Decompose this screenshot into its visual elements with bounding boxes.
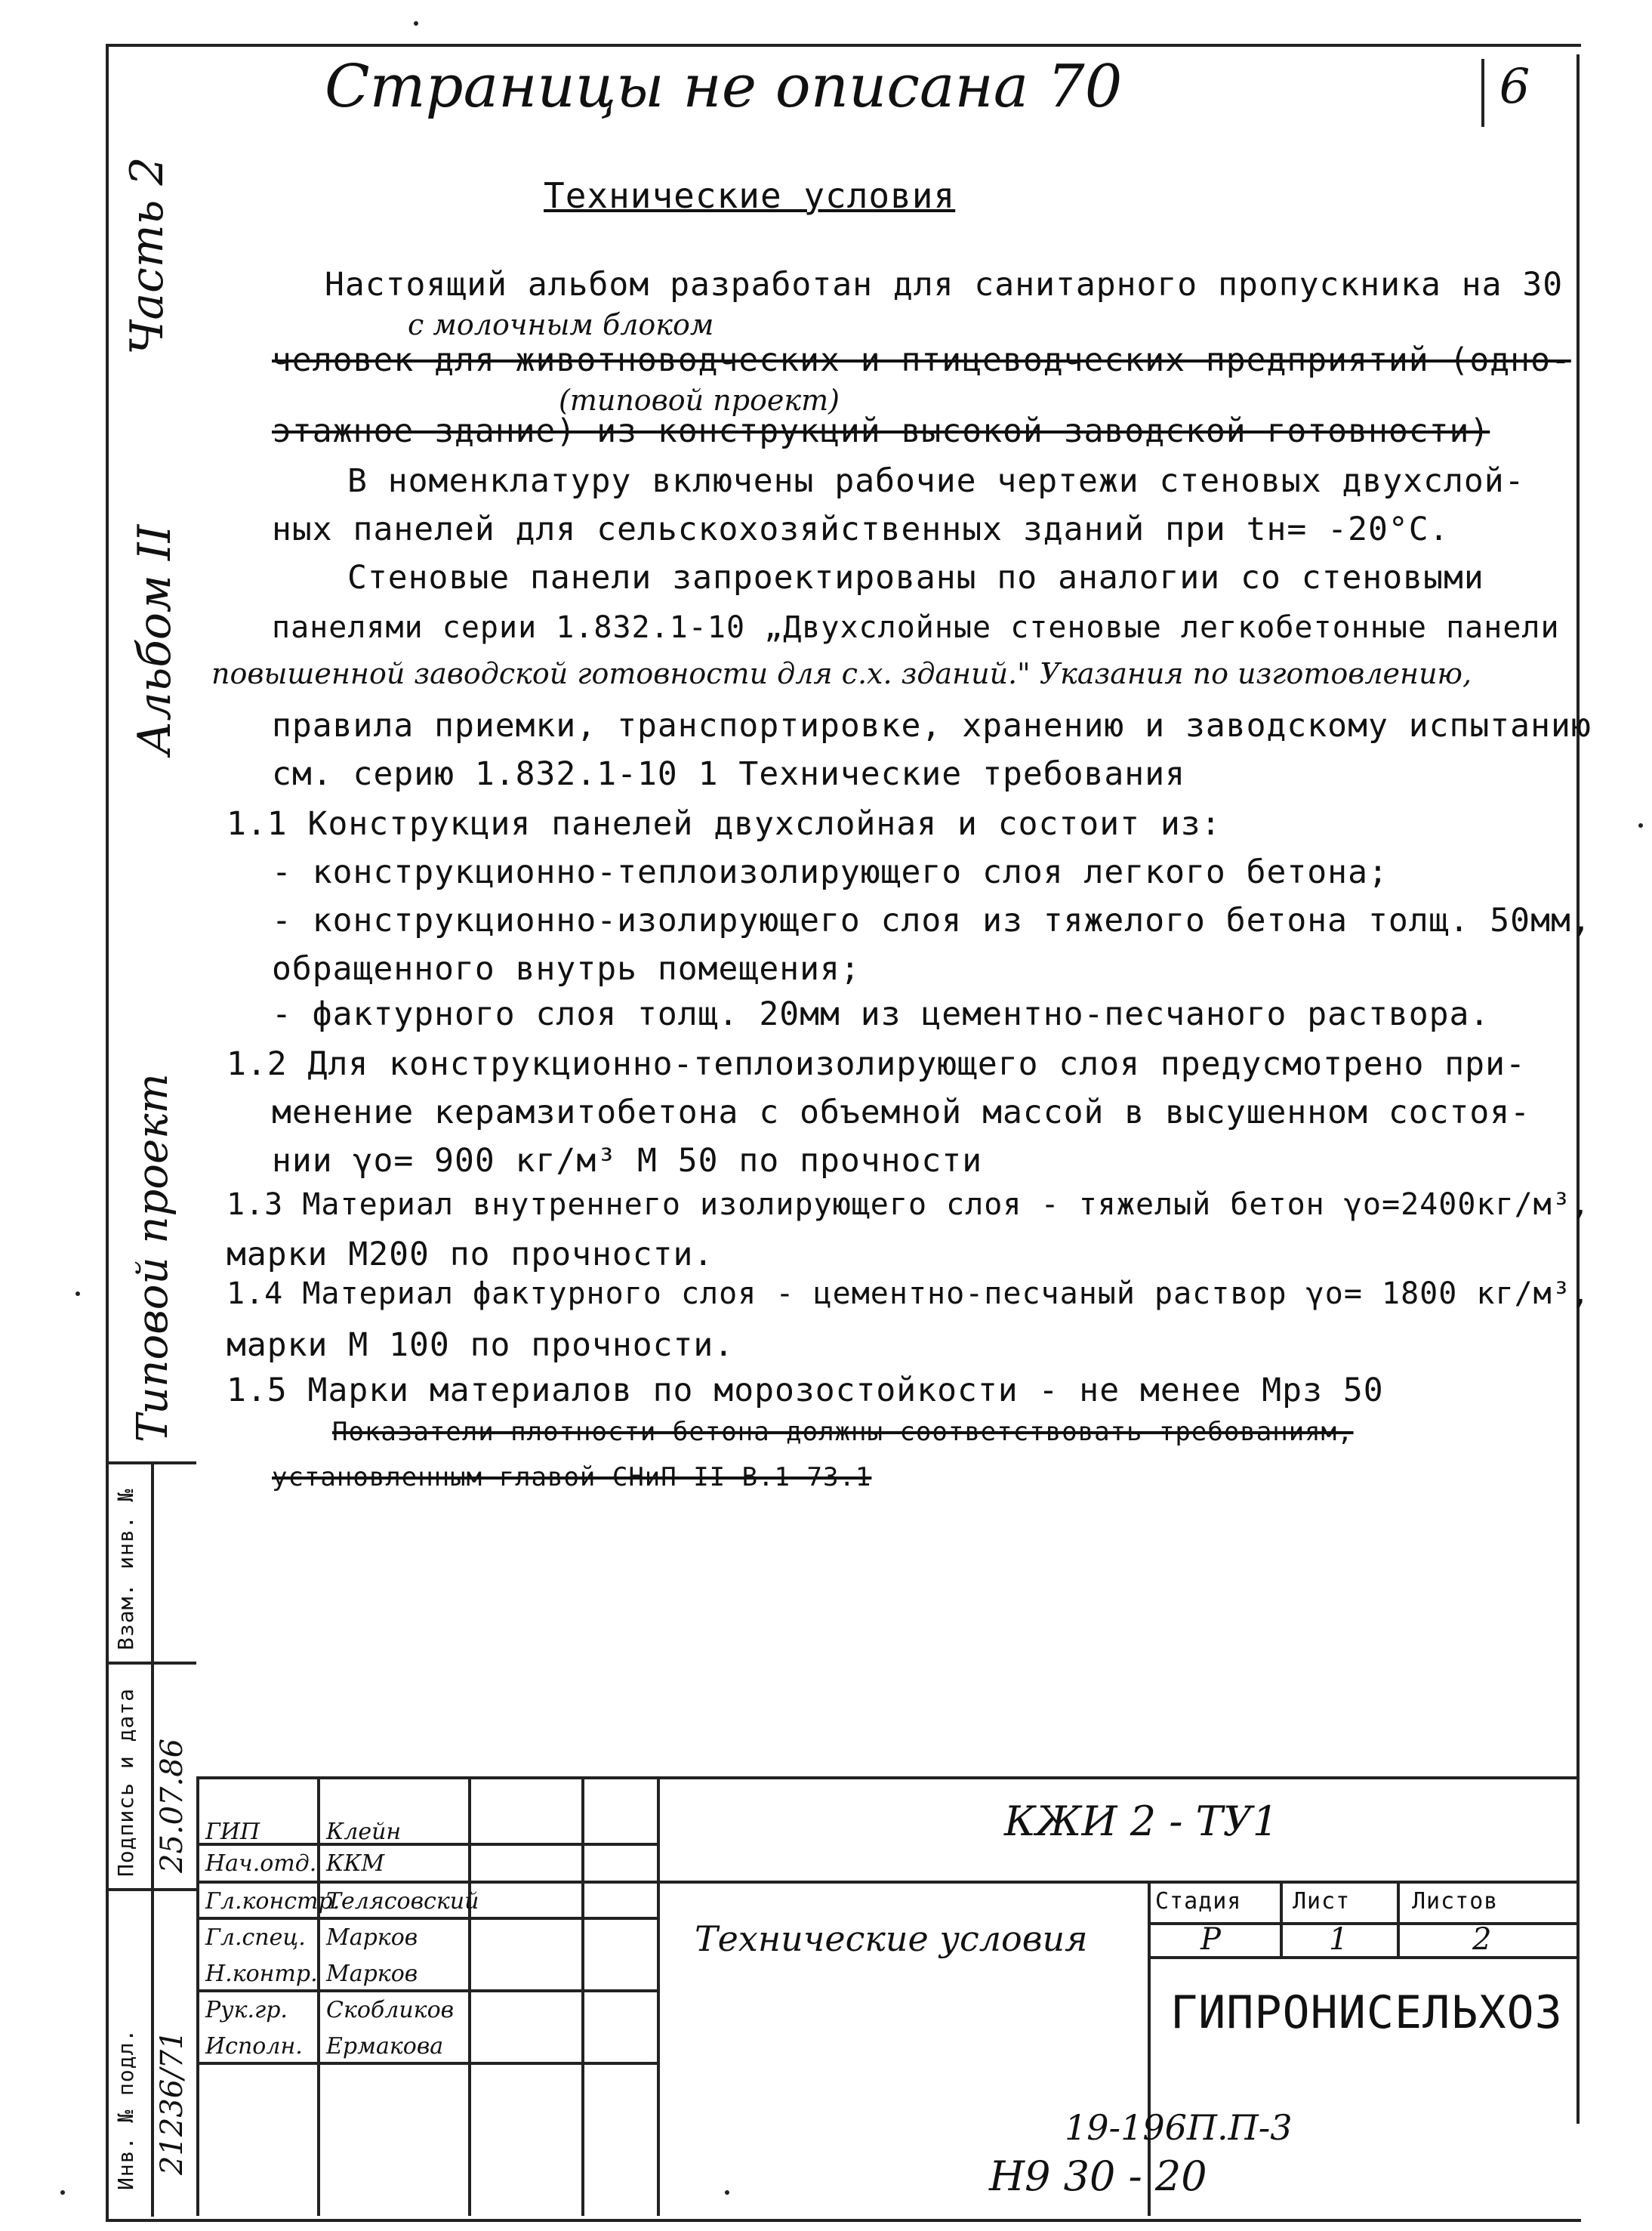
title-block-line <box>196 1989 657 1992</box>
title-block-line <box>657 1776 660 2216</box>
scan-speck <box>76 1291 80 1296</box>
title-block-line <box>196 1843 657 1846</box>
stamp-sign-date: Подпись и дата <box>113 1687 138 1877</box>
body-line-3: этажное здание) из конструкций высокой заводской готовности) <box>272 412 1490 450</box>
body-line-1: Настоящий альбом разработан для санитарного пропускника на 30 <box>325 266 1564 304</box>
tb-role-5: Н.контр. <box>205 1961 318 1987</box>
title-block-line <box>196 1881 1576 1884</box>
tb-role-4: Гл.спец. <box>205 1924 306 1951</box>
body-line-15: - фактурного слоя толщ. 20мм из цементно-песчаного раствора. <box>272 995 1490 1033</box>
body-line-21: 1.4 Материал фактурного слоя - цементно-песчаный раствор γо= 1800 кг/м³, <box>227 1276 1590 1311</box>
side-label-part: Часть 2 <box>121 156 174 355</box>
body-line-7: панелями серии 1.832.1-10 „Двухслойные стеновые легкобетонные панели <box>272 610 1560 645</box>
page-title: Технические условия <box>544 175 956 216</box>
stamp-inv-value: 21236/71 <box>155 2030 190 2175</box>
body-insert-2: (типовой проект) <box>559 384 840 417</box>
footer-code: 19-196П.П-3 <box>1065 2107 1293 2148</box>
stamp-replace-inv: Взам. инв. № <box>113 1488 138 1650</box>
sheet-label: Лист <box>1293 1888 1351 1915</box>
tb-name-2: ККМ <box>326 1850 385 1877</box>
side-label-project: Типовой проект <box>128 1073 177 1443</box>
stamp-sign-value: 25.07.86 <box>155 1738 190 1873</box>
body-line-10: см. серию 1.832.1-10 1 Технические требования <box>272 755 1185 793</box>
stage-label: Стадия <box>1155 1888 1242 1915</box>
tb-role-6: Рук.гр. <box>205 1997 288 2023</box>
sheet-value: 1 <box>1329 1922 1348 1957</box>
drawing-frame-right <box>1576 54 1580 2124</box>
body-line-24: Показатели плотности бетона должны соответствовать требованиям, <box>332 1417 1354 1447</box>
body-line-9: правила приемки, транспортировке, хранению и заводскому испытанию <box>272 707 1592 745</box>
body-line-5: ных панелей для сельскохозяйственных зданий при tн= -20°С. <box>272 511 1450 548</box>
scan-speck <box>725 2190 729 2195</box>
body-line-2: человек для животноводческих и птицеводческих предприятий (одно- <box>272 341 1571 379</box>
body-line-20: марки М200 по прочности. <box>227 1236 714 1273</box>
body-line-6: Стеновые панели запроектированы по аналогии со стеновыми <box>347 559 1484 597</box>
sheets-label: Листов <box>1412 1888 1499 1915</box>
tb-role-7: Исполн. <box>205 2033 303 2060</box>
tb-name-3: Телясовский <box>326 1888 479 1915</box>
tb-role-1: ГИП <box>205 1819 260 1845</box>
body-line-11: 1.1 Конструкция панелей двухслойная и состоит из: <box>227 805 1222 843</box>
tb-name-6: Скобликов <box>326 1997 455 2023</box>
body-line-8: повышенной заводской готовности для с.х. зданий." Указания по изготовлению, <box>211 657 1472 690</box>
body-line-19: 1.3 Материал внутреннего изолирующего слоя - тяжелый бетон γо=2400кг/м³, <box>227 1187 1590 1222</box>
body-line-12: - конструкционно-теплоизолирующего слоя легкого бетона; <box>272 853 1388 891</box>
body-line-25: установленным главой СНиП II-В.1-73.1 <box>272 1462 872 1492</box>
tb-name-4: Марков <box>326 1924 418 1951</box>
body-line-22: марки М 100 по прочности. <box>227 1326 735 1364</box>
stamp-line <box>151 1461 154 2217</box>
stage-value: Р <box>1200 1922 1221 1957</box>
sheets-value: 2 <box>1472 1922 1492 1957</box>
scan-speck <box>1638 823 1643 828</box>
organization: ГИПРОНИСЕЛЬХОЗ <box>1170 1986 1563 2039</box>
tb-role-3: Гл.констр. <box>205 1888 341 1915</box>
handwritten-note: Страницы не описана 70 <box>325 53 1123 121</box>
side-label-album: Альбом II <box>128 524 181 755</box>
title-block-line <box>196 1917 657 1920</box>
body-insert-1: с молочным блоком <box>408 308 714 341</box>
stamp-line <box>106 1888 196 1891</box>
stamp-inv-orig: Инв. № подл. <box>113 2028 138 2190</box>
sheet-mark: 6 <box>1481 59 1545 127</box>
designation: КЖИ 2 - ТУ1 <box>1004 1797 1279 1845</box>
tb-name-5: Марков <box>326 1961 418 1987</box>
body-line-14: обращенного внутрь помещения; <box>272 950 861 988</box>
body-line-23: 1.5 Марки материалов по морозостойкости - не менее Мрз 50 <box>227 1372 1384 1409</box>
title-block-line <box>1397 1881 1400 1956</box>
title-block-line <box>1280 1881 1283 1956</box>
stamp-line <box>106 1662 196 1665</box>
body-line-18: нии γо= 900 кг/м³ М 50 по прочности <box>272 1142 983 1180</box>
body-line-16: 1.2 Для конструкционно-теплоизолирующего слоя предусмотрено при- <box>227 1045 1526 1083</box>
body-line-17: менение керамзитобетона с объемной массой в высушенном состоя- <box>272 1094 1531 1131</box>
tb-role-2: Нач.отд. <box>205 1850 317 1877</box>
title-block-line <box>196 1776 1576 1779</box>
document-title: Технические условия <box>695 1918 1088 1959</box>
title-block-line <box>196 2062 657 2065</box>
scan-speck <box>414 21 418 26</box>
body-line-13: - конструкционно-изолирующего слоя из тяжелого бетона толщ. 50мм, <box>272 902 1592 940</box>
footer-number: Н9 30 - 20 <box>989 2152 1207 2200</box>
scan-speck <box>60 2190 65 2195</box>
tb-name-7: Ермакова <box>326 2033 444 2060</box>
body-line-4: В номенклатуру включены рабочие чертежи стеновых двухслой- <box>347 462 1525 500</box>
tb-name-1: Клейн <box>326 1819 402 1845</box>
